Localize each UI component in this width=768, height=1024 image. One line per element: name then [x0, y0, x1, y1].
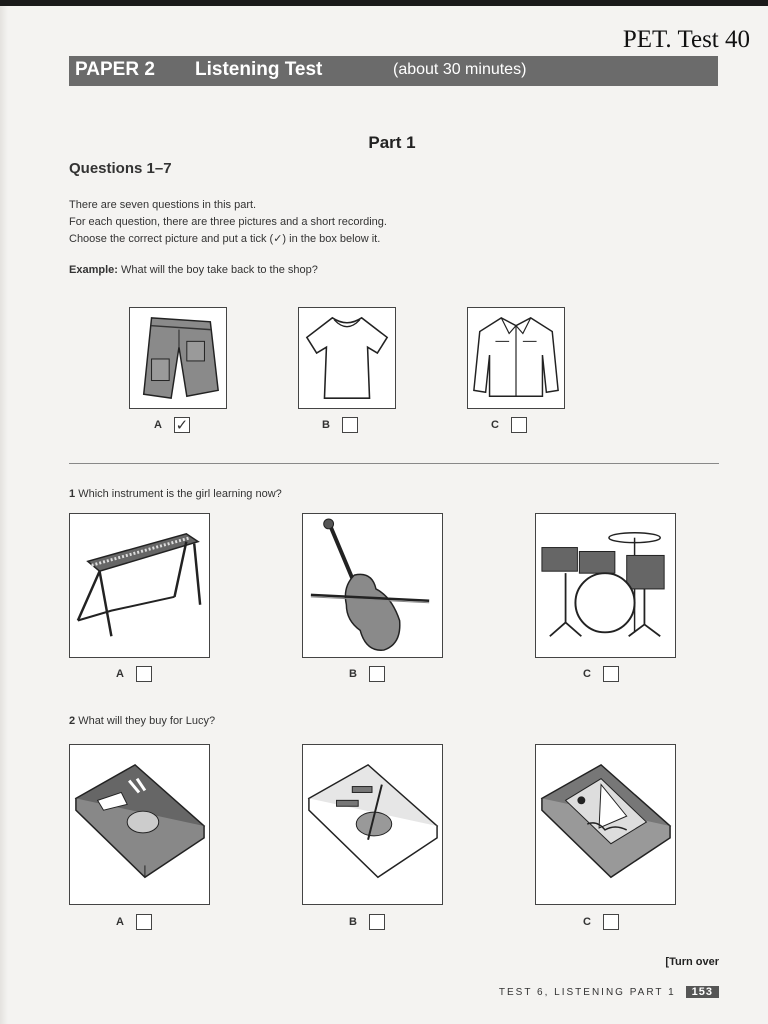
option-letter: A	[116, 916, 124, 928]
option-letter: A	[154, 419, 162, 431]
q1-option-b	[349, 666, 385, 682]
question-number: 1	[69, 488, 76, 500]
sailing-book-picture	[535, 744, 676, 905]
questions-heading: Questions 1–7	[69, 160, 172, 177]
tshirt-icon	[299, 308, 395, 408]
answer-checkbox[interactable]	[369, 666, 385, 682]
example-question	[69, 264, 318, 276]
question-text: What will they buy for Lucy?	[78, 715, 216, 727]
answer-checkbox[interactable]	[342, 417, 358, 433]
violin-icon	[303, 514, 442, 657]
example-option-a	[154, 417, 190, 433]
banner-paper: PAPER 2	[75, 59, 155, 80]
footer-text: TEST 6, LISTENING PART 1	[498, 986, 676, 998]
instruction-line: There are seven questions in this part.	[69, 199, 257, 211]
example-option-b	[322, 417, 358, 433]
example-text: What will the boy take back to the shop?	[120, 264, 318, 276]
page-gutter-shadow	[0, 0, 8, 1024]
option-letter: B	[349, 668, 357, 680]
option-letter: B	[349, 916, 357, 928]
sailing-book-icon	[536, 745, 675, 904]
jacket-icon	[468, 308, 564, 408]
art-book-icon	[303, 745, 442, 904]
question-text: Which instrument is the girl learning now?	[78, 488, 282, 500]
shorts-picture	[129, 307, 227, 409]
art-book-picture	[302, 744, 443, 905]
answer-checkbox[interactable]	[603, 914, 619, 930]
answer-checkbox[interactable]	[603, 666, 619, 682]
q1-option-c	[583, 666, 619, 682]
keyboard-picture	[69, 513, 210, 658]
option-letter: B	[322, 419, 330, 431]
part-title: Part 1	[368, 133, 416, 152]
page-footer	[499, 986, 719, 998]
page-number: 153	[686, 986, 719, 998]
jacket-picture	[467, 307, 565, 409]
drums-picture	[535, 513, 676, 658]
banner-test-name: Listening Test	[195, 59, 323, 80]
q2-option-b	[349, 914, 385, 930]
violin-picture	[302, 513, 443, 658]
instructions	[69, 197, 387, 248]
cookbook-picture	[69, 744, 210, 905]
tshirt-picture	[298, 307, 396, 409]
q2-option-a	[116, 914, 152, 930]
example-option-c	[491, 417, 527, 433]
option-letter: C	[583, 668, 591, 680]
question-1	[69, 488, 282, 500]
instruction-line: For each question, there are three pictures and a short recording.	[69, 216, 387, 228]
option-letter: C	[583, 916, 591, 928]
instruction-line: Choose the correct picture and put a tick (✓) in the box below it.	[69, 233, 381, 245]
cookbook-icon	[70, 745, 209, 904]
paper-banner	[69, 56, 718, 86]
answer-checkbox[interactable]	[136, 914, 152, 930]
keyboard-icon	[70, 514, 209, 657]
answer-checkbox[interactable]: ✓	[175, 416, 189, 434]
option-letter: A	[116, 668, 124, 680]
answer-checkbox[interactable]	[136, 666, 152, 682]
option-letter: C	[491, 419, 499, 431]
answer-checkbox[interactable]	[369, 914, 385, 930]
drums-icon	[536, 514, 675, 657]
q2-option-c	[583, 914, 619, 930]
banner-duration: (about 30 minutes)	[393, 61, 527, 78]
shorts-icon	[130, 308, 226, 408]
q1-option-a	[116, 666, 152, 682]
section-divider	[69, 463, 719, 464]
question-number: 2	[69, 715, 76, 727]
scan-top-edge	[0, 0, 768, 6]
answer-checkbox[interactable]	[511, 417, 527, 433]
turn-over-note: [Turn over	[665, 956, 719, 968]
example-label: Example:	[69, 264, 118, 276]
question-2	[69, 715, 215, 727]
handwritten-title: PET. Test 40	[622, 26, 750, 53]
